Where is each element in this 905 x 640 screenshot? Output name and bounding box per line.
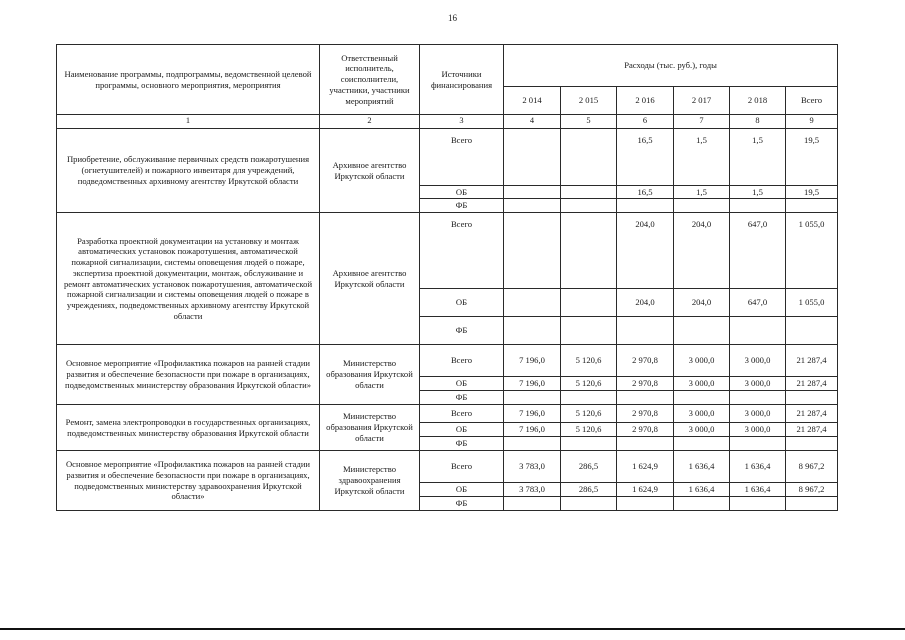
value-cell: 19,5 [786,129,838,186]
value-cell [561,213,617,289]
value-cell: 21 287,4 [786,405,838,423]
executor-cell: Министерство образования Иркутской области [320,405,420,451]
measure-name: Ремонт, замена электропроводки в государственных организациях, подведомственных министерству образования Иркутской области [57,405,320,451]
source-cell: ФБ [420,437,504,451]
page-number: 16 [448,13,457,23]
value-cell: 5 120,6 [561,405,617,423]
value-cell: 16,5 [617,186,674,199]
value-cell: 16,5 [617,129,674,186]
executor-cell: Министерство образования Иркутской области [320,345,420,405]
table-row [57,213,838,289]
header-source: Источники финансирования [420,45,504,115]
value-cell [561,289,617,317]
value-cell: 7 196,0 [504,405,561,423]
value-cell [504,391,561,405]
value-cell: 1 636,4 [674,483,730,497]
value-cell [786,391,838,405]
value-cell: 7 196,0 [504,377,561,391]
source-cell: ОБ [420,186,504,199]
value-cell [504,186,561,199]
value-cell [504,199,561,213]
executor-cell: Архивное агентство Иркутской области [320,213,420,345]
page-bottom-edge [0,628,905,630]
value-cell: 1,5 [730,129,786,186]
header-year: 2 016 [617,87,674,115]
value-cell: 2 970,8 [617,405,674,423]
value-cell [617,391,674,405]
value-cell [786,437,838,451]
value-cell: 1 636,4 [674,451,730,483]
value-cell [504,213,561,289]
value-cell [561,391,617,405]
value-cell [561,317,617,345]
header-year: 2 017 [674,87,730,115]
value-cell: 19,5 [786,186,838,199]
value-cell [730,437,786,451]
header-year: 2 014 [504,87,561,115]
column-number: 3 [420,115,504,129]
source-cell: ФБ [420,497,504,511]
value-cell: 3 783,0 [504,451,561,483]
header-executor: Ответственный исполнитель, соисполнители, участники, участники мероприятий [320,45,420,115]
value-cell [617,497,674,511]
expenses-table [56,44,838,511]
value-cell [504,437,561,451]
value-cell: 647,0 [730,213,786,289]
column-number: 5 [561,115,617,129]
value-cell [561,186,617,199]
value-cell: 7 196,0 [504,423,561,437]
column-number: 1 [57,115,320,129]
value-cell: 3 000,0 [730,345,786,377]
value-cell [674,437,730,451]
column-number: 2 [320,115,420,129]
value-cell: 2 970,8 [617,345,674,377]
measure-name: Основное мероприятие «Профилактика пожаров на ранней стадии развития и обеспечение безопасности при пожаре в организациях, подведомственных министерству образования Иркутской области» [57,345,320,405]
value-cell [674,497,730,511]
value-cell: 8 967,2 [786,451,838,483]
value-cell [561,497,617,511]
column-number: 4 [504,115,561,129]
value-cell [730,199,786,213]
value-cell: 21 287,4 [786,423,838,437]
value-cell: 1 636,4 [730,483,786,497]
value-cell: 1,5 [674,129,730,186]
header-name: Наименование программы, подпрограммы, ведомственной целевой программы, основного мероприятия, мероприятия [57,45,320,115]
value-cell [674,391,730,405]
value-cell [617,199,674,213]
value-cell: 3 000,0 [730,405,786,423]
measure-name: Разработка проектной документации на установку и монтаж автоматических установок пожаротушения, автоматической пожарной сигнализации, системы оповещения людей о пожаре, экспертиза проектной документации, монтаж, обслуживание и ремонт автоматических установок пожаротушения, автоматической пожарной сигнализации и системы оповещения людей о пожаре в учреждениях, подведомственных архивному агентству Иркутской области [57,213,320,345]
value-cell: 1 624,9 [617,483,674,497]
value-cell: 204,0 [617,213,674,289]
source-cell: ФБ [420,199,504,213]
measure-name: Основное мероприятие «Профилактика пожаров на ранней стадии развития и обеспечение безопасности при пожаре в организациях, подведомственных министерству здравоохранения Иркутской области» [57,451,320,511]
header-year: 2 015 [561,87,617,115]
value-cell [730,497,786,511]
value-cell: 1 055,0 [786,213,838,289]
value-cell [504,497,561,511]
value-cell [504,317,561,345]
value-cell [786,199,838,213]
source-cell: ФБ [420,317,504,345]
table-row [57,405,838,423]
value-cell [561,437,617,451]
value-cell: 21 287,4 [786,345,838,377]
value-cell: 1 636,4 [730,451,786,483]
table-row [57,451,838,483]
value-cell: 1 055,0 [786,289,838,317]
column-numbers-row [57,115,838,129]
value-cell: 7 196,0 [504,345,561,377]
header-year: 2 018 [730,87,786,115]
source-cell: Всего [420,345,504,377]
source-cell: Всего [420,213,504,289]
header-expenses: Расходы (тыс. руб.), годы [504,45,838,87]
value-cell: 3 000,0 [674,405,730,423]
value-cell [674,317,730,345]
source-cell: ФБ [420,391,504,405]
value-cell [561,129,617,186]
value-cell: 5 120,6 [561,377,617,391]
value-cell: 2 970,8 [617,377,674,391]
value-cell: 3 000,0 [730,377,786,391]
table-row [57,345,838,377]
header-total: Всего [786,87,838,115]
value-cell [786,317,838,345]
value-cell [786,497,838,511]
value-cell: 5 120,6 [561,423,617,437]
value-cell: 647,0 [730,289,786,317]
source-cell: Всего [420,129,504,186]
value-cell [730,391,786,405]
value-cell [504,129,561,186]
value-cell: 1 624,9 [617,451,674,483]
value-cell: 8 967,2 [786,483,838,497]
source-cell: ОБ [420,483,504,497]
value-cell [730,317,786,345]
value-cell: 286,5 [561,451,617,483]
value-cell: 1,5 [674,186,730,199]
value-cell: 204,0 [674,213,730,289]
column-number: 6 [617,115,674,129]
executor-cell: Министерство здравоохранения Иркутской области [320,451,420,511]
executor-cell: Архивное агентство Иркутской области [320,129,420,213]
source-cell: Всего [420,405,504,423]
value-cell: 286,5 [561,483,617,497]
source-cell: ОБ [420,423,504,437]
value-cell: 204,0 [674,289,730,317]
value-cell: 1,5 [730,186,786,199]
source-cell: ОБ [420,377,504,391]
value-cell [674,199,730,213]
column-number: 9 [786,115,838,129]
table-row [57,129,838,186]
value-cell: 3 783,0 [504,483,561,497]
value-cell: 21 287,4 [786,377,838,391]
value-cell: 3 000,0 [674,377,730,391]
value-cell: 3 000,0 [674,345,730,377]
column-number: 7 [674,115,730,129]
value-cell [617,437,674,451]
source-cell: ОБ [420,289,504,317]
value-cell: 204,0 [617,289,674,317]
value-cell: 3 000,0 [674,423,730,437]
column-number: 8 [730,115,786,129]
value-cell [504,289,561,317]
value-cell [561,199,617,213]
value-cell: 5 120,6 [561,345,617,377]
measure-name: Приобретение, обслуживание первичных средств пожаротушения (огнетушителей) и пожарного инвентаря для учреждений, подведомственных архивному агентству Иркутской области [57,129,320,213]
value-cell [617,317,674,345]
source-cell: Всего [420,451,504,483]
value-cell: 2 970,8 [617,423,674,437]
value-cell: 3 000,0 [730,423,786,437]
